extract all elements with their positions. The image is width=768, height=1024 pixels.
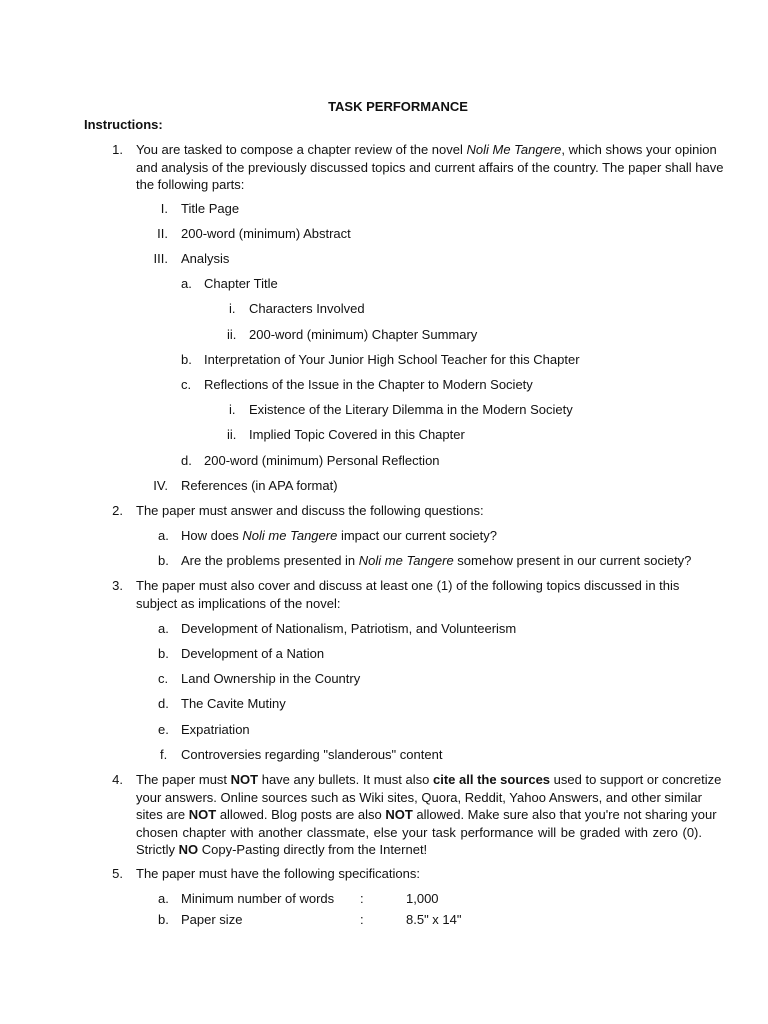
- paragraph-line: the following parts:: [136, 177, 245, 192]
- list-marker: c.: [158, 671, 169, 686]
- paragraph-line: your answers. Online sources such as Wiki sites, Quora, Reddit, Yahoo Answers, and other similar: [136, 789, 702, 805]
- item-number: 1.: [112, 142, 123, 157]
- list-marker: b.: [181, 352, 192, 367]
- list-marker: d.: [158, 696, 169, 711]
- list-item: 200-word (minimum) Personal Reflection: [204, 453, 440, 468]
- list-marker: i.: [229, 301, 236, 316]
- list-marker: IV.: [153, 478, 168, 493]
- text-run: used to support or concretize: [550, 772, 722, 787]
- spec-separator: :: [360, 891, 364, 906]
- list-item: Implied Topic Covered in this Chapter: [249, 427, 465, 442]
- item-1-paragraph: [136, 141, 724, 194]
- text-run: , which shows your opinion: [561, 142, 717, 157]
- list-marker: a.: [158, 621, 169, 636]
- paragraph-line: chosen chapter with another classmate, else your task performance will be graded with zero (0).: [136, 824, 702, 840]
- list-item: 200-word (minimum) Chapter Summary: [249, 327, 478, 342]
- text-run: allowed. Make sure also that you're not sharing your: [412, 807, 717, 822]
- document-title: TASK PERFORMANCE: [328, 99, 468, 114]
- item-number: 2.: [112, 503, 123, 518]
- text-run: have any bullets. It must also: [258, 772, 433, 787]
- list-marker: ii.: [227, 327, 237, 342]
- item-3-line: subject as implications of the novel:: [136, 596, 341, 611]
- topic-item: Land Ownership in the Country: [181, 671, 361, 686]
- spec-value: 8.5" x 14": [406, 912, 462, 927]
- text-run: Are the problems presented in: [181, 553, 359, 568]
- list-marker: e.: [158, 722, 169, 737]
- novel-title: Noli me Tangere: [242, 528, 338, 543]
- list-marker: a.: [158, 891, 169, 906]
- topic-item: Development of Nationalism, Patriotism, and Volunteerism: [181, 621, 517, 636]
- paragraph-line: [136, 141, 717, 159]
- emphasis: NOT: [230, 772, 259, 787]
- list-item: Title Page: [181, 201, 240, 216]
- list-marker: c.: [181, 377, 192, 392]
- paragraph-line: [136, 806, 717, 824]
- paragraph-line: and analysis of the previously discussed topics and current affairs of the country. The paper shall have: [136, 159, 724, 175]
- spec-value: 1,000: [406, 891, 439, 906]
- list-item: Analysis: [181, 251, 230, 266]
- item-4-paragraph: [136, 771, 722, 859]
- list-marker: a.: [181, 276, 192, 291]
- list-item: Characters Involved: [249, 301, 365, 316]
- text-run: Strictly: [136, 842, 179, 857]
- list-item: Chapter Title: [204, 276, 278, 291]
- list-marker: b.: [158, 553, 169, 568]
- list-marker: I.: [160, 201, 168, 216]
- text-run: You are tasked to compose a chapter review of the novel: [136, 142, 467, 157]
- topic-item: Development of a Nation: [181, 646, 325, 661]
- emphasis: cite all the sources: [432, 772, 551, 787]
- list-marker: b.: [158, 912, 169, 927]
- text-run: impact our current society?: [337, 528, 498, 543]
- topic-item: Expatriation: [181, 722, 250, 737]
- text-run: somehow present in our current society?: [453, 553, 692, 568]
- paragraph-line: [136, 771, 722, 789]
- list-marker: II.: [157, 226, 168, 241]
- instructions-label: Instructions:: [84, 117, 163, 132]
- list-marker: a.: [158, 528, 169, 543]
- list-item: Interpretation of Your Junior High School Teacher for this Chapter: [204, 352, 580, 367]
- list-marker: b.: [158, 646, 169, 661]
- emphasis: NOT: [188, 807, 217, 822]
- text-run: allowed. Blog posts are also: [216, 807, 386, 822]
- spec-label: Minimum number of words: [181, 891, 335, 906]
- list-marker: f.: [160, 747, 168, 762]
- emphasis: NOT: [385, 807, 413, 822]
- topic-item: The Cavite Mutiny: [181, 696, 286, 711]
- novel-title: Noli me Tangere: [358, 553, 454, 568]
- question-b: [181, 552, 691, 569]
- item-2-text: The paper must answer and discuss the following questions:: [136, 503, 484, 518]
- list-marker: i.: [229, 402, 236, 417]
- spec-separator: :: [360, 912, 364, 927]
- paragraph-line: [136, 841, 702, 859]
- emphasis: NO: [178, 842, 199, 857]
- list-marker: III.: [153, 251, 168, 266]
- text-run: How does: [181, 528, 243, 543]
- item-number: 5.: [112, 866, 123, 881]
- spec-label: Paper size: [181, 912, 243, 927]
- list-item: 200-word (minimum) Abstract: [181, 226, 351, 241]
- list-marker: ii.: [227, 427, 237, 442]
- question-a: [181, 527, 497, 544]
- item-number: 3.: [112, 578, 123, 593]
- topic-item: Controversies regarding "slanderous" content: [181, 747, 443, 762]
- item-3-line: The paper must also cover and discuss at least one (1) of the following topics discussed in this: [136, 578, 680, 593]
- list-item: References (in APA format): [181, 478, 338, 493]
- list-item: Reflections of the Issue in the Chapter to Modern Society: [204, 377, 533, 392]
- text-run: Copy-Pasting directly from the Internet!: [198, 842, 428, 857]
- item-number: 4.: [112, 772, 123, 787]
- text-run: The paper must: [136, 772, 231, 787]
- text-run: sites are: [136, 807, 189, 822]
- item-5-text: The paper must have the following specifications:: [136, 866, 420, 881]
- list-marker: d.: [181, 453, 192, 468]
- novel-title: Noli Me Tangere: [466, 142, 562, 157]
- list-item: Existence of the Literary Dilemma in the Modern Society: [249, 402, 573, 417]
